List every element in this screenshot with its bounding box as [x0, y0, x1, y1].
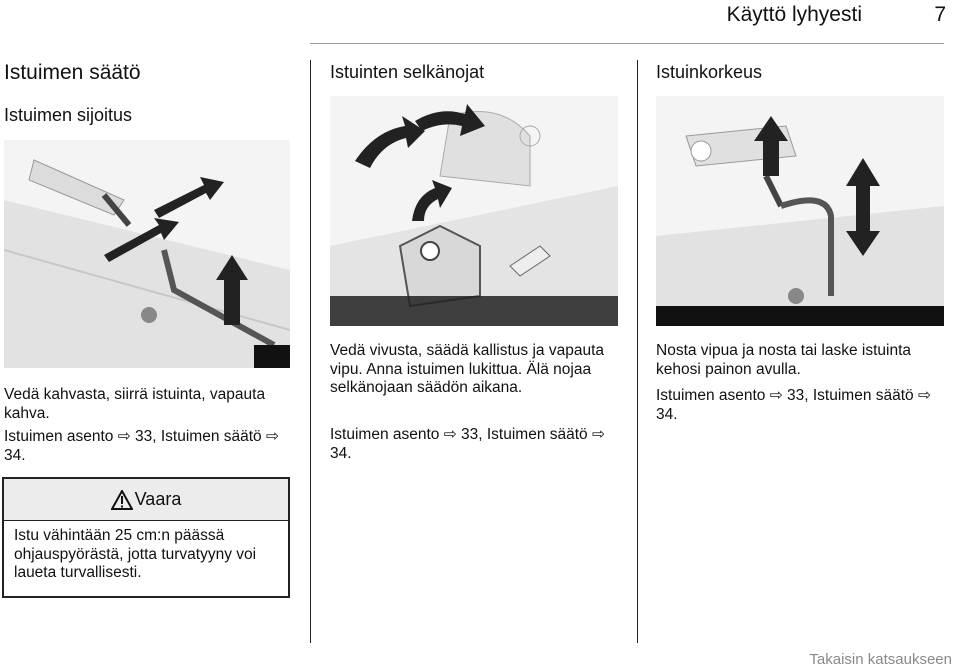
instruction-text: Vedä vivusta, säädä kallistus ja vapauta vipu. Anna istuimen lukittua. Älä nojaa selkänojaan säädön aikana. — [330, 342, 605, 397]
warning-title: Vaara — [134, 489, 182, 509]
cross-reference[interactable]: Istuimen asento ⇨ 33, Istuimen säätö ⇨ 34. — [656, 387, 931, 423]
back-to-overview-link[interactable]: Takaisin katsaukseen — [809, 651, 952, 668]
cross-reference[interactable]: Istuimen asento ⇨ 33, Istuimen säätö ⇨ 34. — [4, 428, 279, 464]
section-heading: Istuinkorkeus — [656, 62, 763, 82]
subsection-heading: Istuimen sijoitus — [4, 105, 133, 125]
header-rule — [310, 43, 944, 44]
section-heading: Istuinten selkänojat — [330, 62, 485, 82]
warning-text: Istu vähintään 25 cm:n päässä ohjauspyörästä, jotta turvatyyny voi laueta turvallisesti. — [14, 527, 257, 582]
page-title: Istuimen säätö — [4, 61, 141, 84]
warning-triangle-icon — [111, 490, 133, 510]
cross-reference[interactable]: Istuimen asento ⇨ 33, Istuimen säätö ⇨ 34. — [330, 426, 605, 462]
instruction-text: Vedä kahvasta, siirrä istuinta, vapauta kahva. — [4, 386, 266, 422]
backrest-illustration — [330, 96, 618, 326]
page-number: 7 — [934, 3, 946, 26]
seat-height-illustration — [656, 96, 944, 326]
instruction-text: Nosta vipua ja nosta tai laske istuinta kehosi painon avulla. — [656, 342, 912, 378]
seat-position-illustration — [4, 140, 290, 368]
column-divider — [637, 60, 638, 643]
column-divider — [310, 60, 311, 643]
section-title: Käyttö lyhyesti — [726, 3, 862, 26]
warning-box — [2, 477, 290, 598]
warning-header — [4, 479, 288, 521]
